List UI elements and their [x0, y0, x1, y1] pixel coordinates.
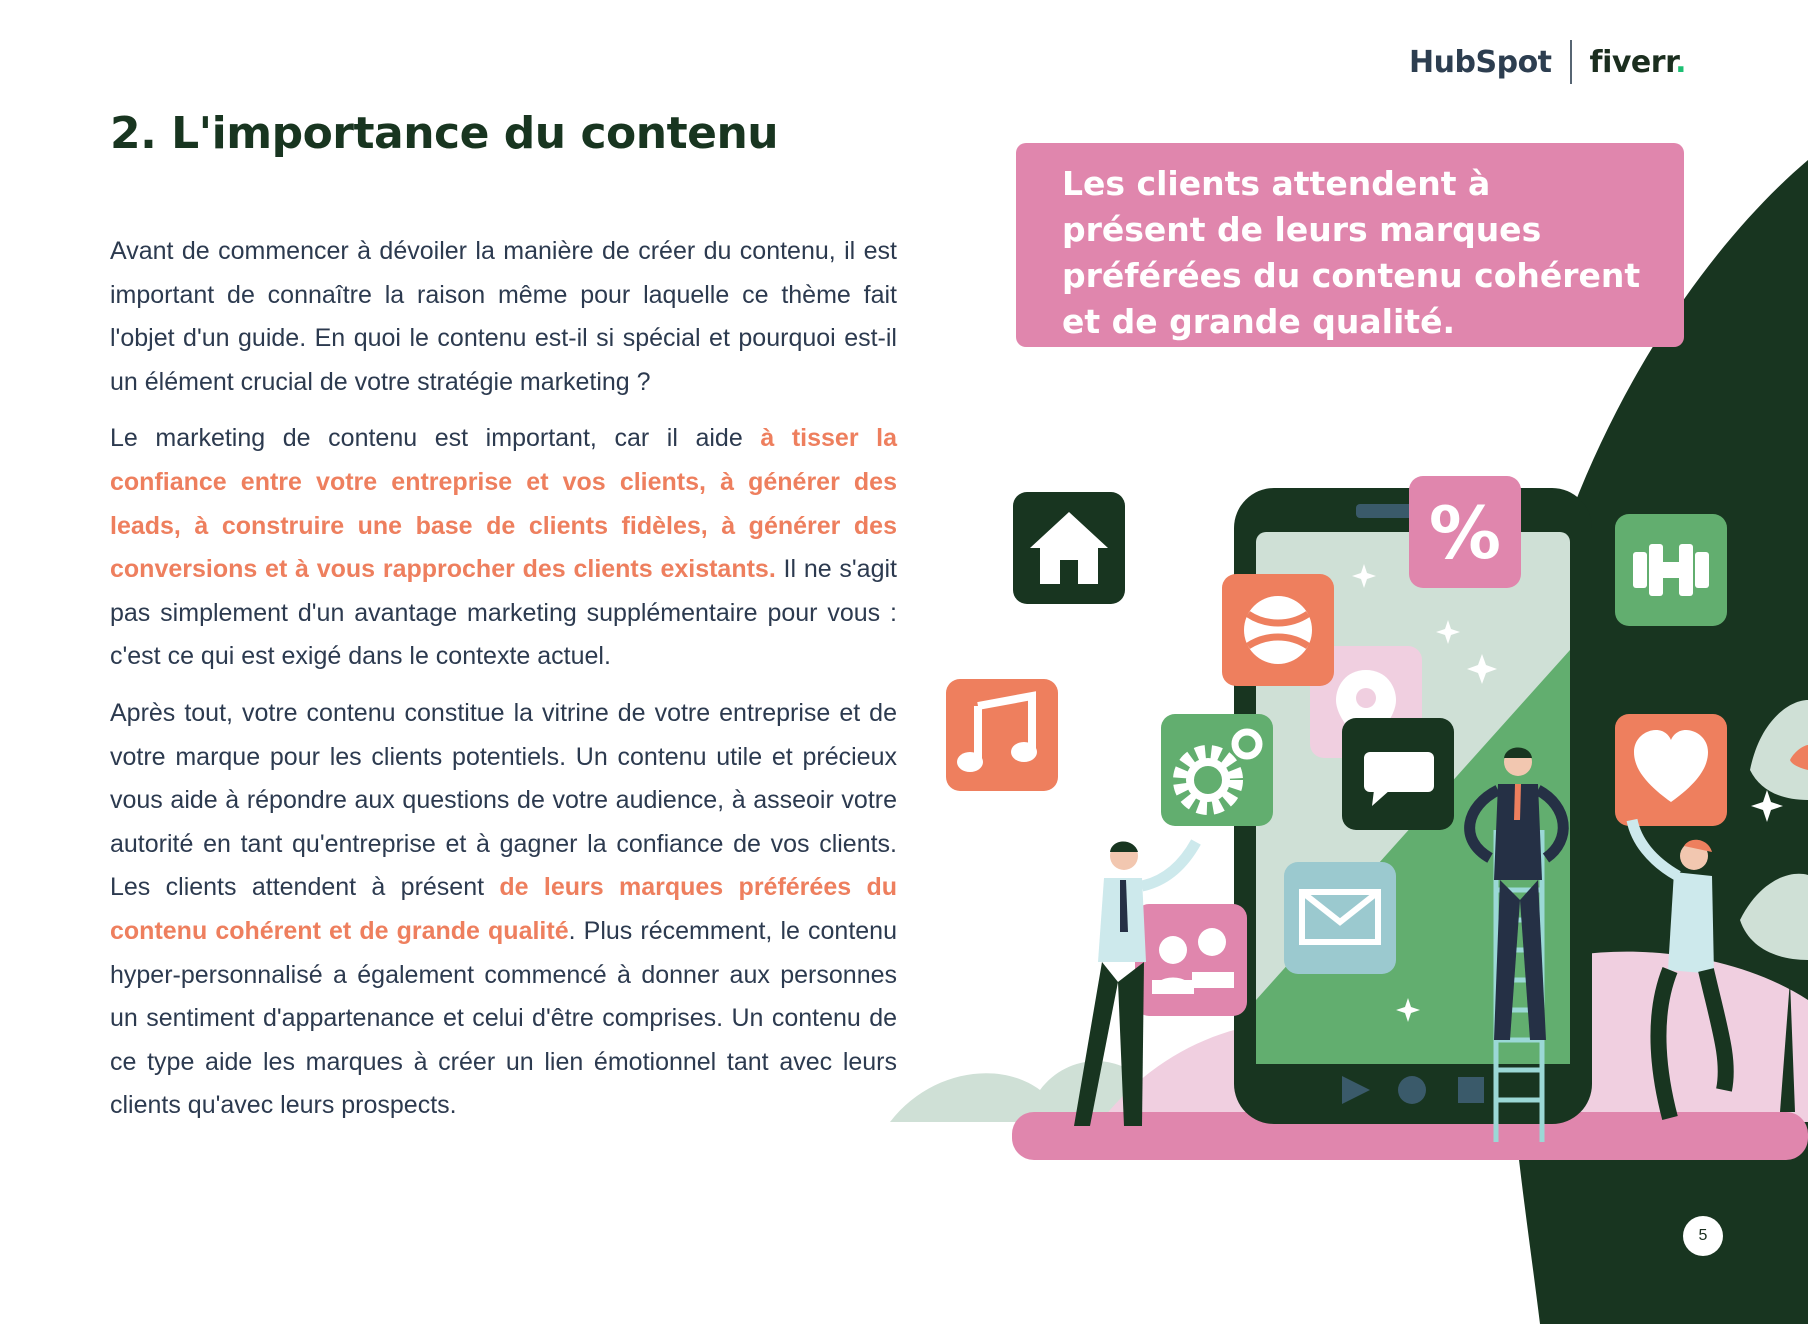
- fiverr-logo-dot: .: [1675, 44, 1686, 80]
- dumbbell-icon: [1615, 514, 1727, 626]
- stop-icon: [1458, 1077, 1484, 1103]
- chat-bubble-icon: [1342, 718, 1454, 830]
- home-icon: [1013, 492, 1125, 604]
- quote-text: Les clients attendent à présent de leurs marques préférées du contenu cohérent et de grande qualité.: [1062, 164, 1641, 341]
- paragraph-1: Avant de commencer à dévoiler la manière de créer du contenu, il est important de connaître la raison même pour laquelle ce thème fait l'objet d'un guide. En quoi le contenu est-il si spécial et pourquoi est-il un élément crucial de votre stratégie marketing ?: [110, 237, 897, 396]
- heart-icon: [1615, 714, 1727, 826]
- page-number: 5: [1683, 1216, 1723, 1256]
- percent-icon: [1409, 476, 1521, 588]
- page-title: 2. L'importance du contenu: [110, 108, 779, 159]
- quote-box: [1016, 143, 1684, 347]
- paragraph-3-highlight: de leurs marques préférées du contenu cohérent et de grande qualité: [110, 873, 897, 945]
- envelope-icon: [1284, 862, 1396, 974]
- svg-text:%: %: [1428, 491, 1502, 575]
- home-button: [1398, 1076, 1426, 1104]
- ball-icon: [1222, 574, 1334, 686]
- paragraph-3-start: Après tout, votre contenu constitue la vitrine de votre entreprise et de votre marque pour les clients potentiels. Un contenu utile et précieux vous aide à répondre aux questions de votre audience, à asseoir votre autorité en tant qu'entreprise et à gagner la confiance de vos clients. Les clients attendent à présent: [110, 698, 897, 902]
- users-icon: [1135, 904, 1247, 1016]
- paragraph-2-start: Le marketing de contenu est important, car il aide: [110, 424, 761, 453]
- paragraph-2-highlight: à tisser la confiance entre votre entreprise et vos clients, à générer des leads, à construire une base de clients fidèles, à générer des conversions et à vous rapprocher des clients existants.: [110, 424, 898, 584]
- fiverr-logo-text: fiverr: [1589, 44, 1676, 80]
- paragraph-2-end: Il ne s'agit pas simplement d'un avantage marketing supplémentaire pour vous : c'est ce qui est exigé dans le contexte actuel.: [110, 555, 897, 671]
- gear-icon: [1161, 714, 1273, 826]
- music-note-icon: [946, 679, 1058, 791]
- hubspot-logo: HubSpot: [1409, 44, 1552, 80]
- paragraph-3-end: . Plus récemment, le contenu hyper-personnalisé a également commencé à donner aux personnes un sentiment d'appartenance et celui d'être comprises. Un contenu de ce type aide les marques à créer un lien émotionnel tant avec leurs clients qu'avec leurs prospects.: [110, 916, 897, 1120]
